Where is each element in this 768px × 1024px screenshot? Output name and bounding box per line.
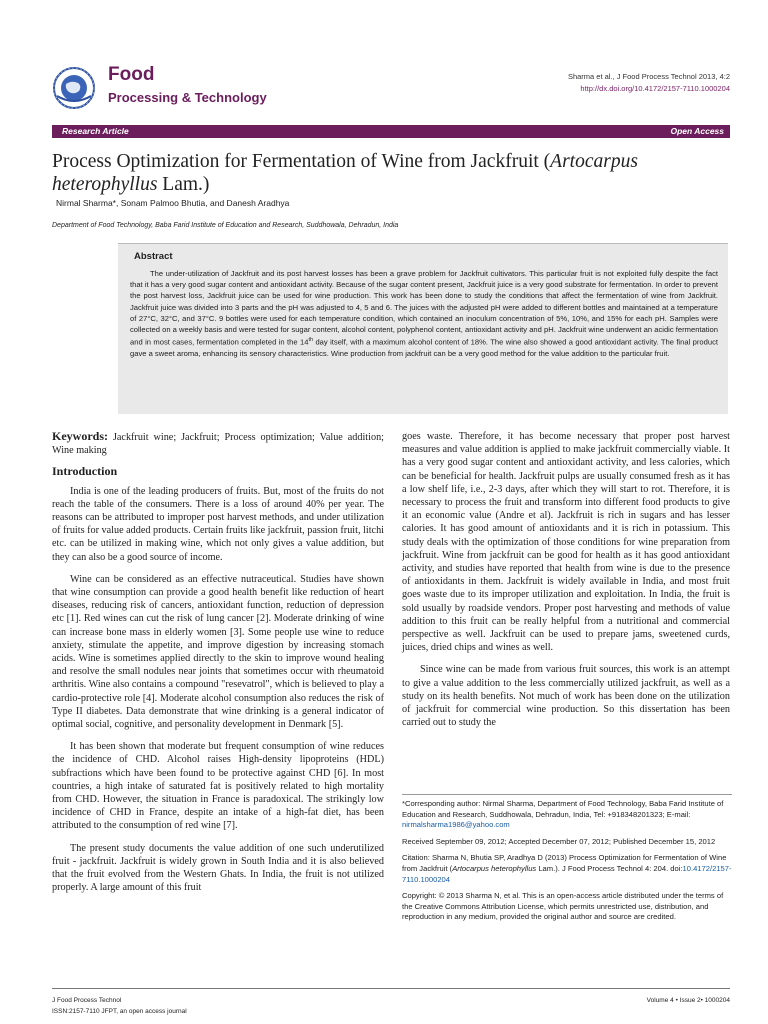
citation-note: Citation: Sharma N, Bhutia SP, Aradhya D (2013) Process Optimization for Fermentation of Wine from Jackfruit (Artocarpus heterophyllus Lam.). J Food Process Technol 4: 204. doi:10.4172/2157-7110.1000204 <box>402 853 732 884</box>
journal-name: Food <box>108 64 155 85</box>
keywords <box>52 430 384 457</box>
authors: Nirmal Sharma*, Sonam Palmoo Bhutia, and Danesh Aradhya <box>56 198 290 208</box>
article-type-bar <box>52 125 730 138</box>
corresponding-author: *Corresponding author: Nirmal Sharma, Department of Food Technology, Baba Farid Institute of Education and Research, Suddhowala, Dehradun, India, Tel: +918348201323; E-mail: nirmalsharma1986@yahoo.com <box>402 799 724 830</box>
abstract-text: The under-utilization of Jackfruit and its post harvest losses has been a grave problem for Jackfruit cultivators. This particular fruit is not exploited fully despite the fact that it has a very good sugar content and antioxidant activity. Because of the sugar content present, Jackfruit juice is a very good substrate for fermentation. In order to prevent the post harvest loss, Jackfruit juice can be used for wine production. This work has been done to study the conditions that affect the fermentation of wine from Jackfruit. Jackfruit juice was divided into 3 parts and the pH was adjusted to 4, 5 and 6. The juices with the adjusted pH were added to different bottles and maintained at a temperature of 27°C, 32°C, and 37°C. 9 bottles were used for each temperature condition, which contained an inoculum concentration of 5%, 10%, and 15% for each pH. Samples were collected on a weekly basis and were tested for sugar content, alcohol content, polyphenol content, antioxidant activity and pH. Jackfruit wine underwent an acidic fermentation and in most cases, fermentation completed in the 14th day itself, with a maximum alcohol content of 18%. The wine also showed a good antioxidant activity. The final product gave a sweet aroma, enhancing its sensory characteristics. Wine production from jackfruit can be a very good method for the value addition to the particular fruit. <box>130 269 718 358</box>
paragraph: Wine can be considered as an effective nutraceutical. Studies have shown that wine consumption can provide a good health benefit like reduction of heart diseases, reducing risk of cancers, antioxidant function, reduction of depression etc [1]. Red wines can cut the risk of lung cancer [2]. Moderate drinking of wine can increase bone mass in elderly women [3]. Some people use wine to reduce anxiety, stimulate the appetite, and improve digestion by increasing stomach acids. Wine is sometimes applied directly to the skin to improve wound healing and resolve the small nodules near joints that sometimes occur with rheumatoid arthritis. Wine also contains a compound "resevatrol", which is believed to play a cardio-protective role [4]. Moderate alcohol consumption also reduces the risk of Type II diabetes. Data demonstrate that wine drinking is a general indicator of optimal social, cognitive, and personality development in Denmark [5]. <box>52 573 384 731</box>
keywords-text: Jackfruit wine; Jackfruit; Process optimization; Value addition; Wine making <box>52 432 384 457</box>
right-column <box>402 430 730 738</box>
keywords-label: Keywords: <box>52 429 108 443</box>
citation-line: Sharma et al., J Food Process Technol 2013, 4:2 <box>567 72 730 81</box>
paragraph: The present study documents the value addition of one such underutilized fruit - jackfruit. Jackfruit is widely grown in South India and it is also believed that the fruit evolved from the Western Ghats. In India, the fruit is not utilized properly. A large amount of this fruit <box>52 842 384 894</box>
left-column <box>52 430 384 904</box>
footer-issn: ISSN:2157-7110 JFPT, an open access journal <box>52 1008 187 1015</box>
affiliation: Department of Food Technology, Baba Farid Institute of Education and Research, Suddhowala, Dehradun, India <box>52 222 399 229</box>
received-dates: Received September 09, 2012; Accepted December 07, 2012; Published December 15, 2012 <box>402 836 716 846</box>
citation-header <box>568 71 730 95</box>
abstract-superscript: th <box>308 337 314 344</box>
research-article-label: Research Article <box>62 126 129 136</box>
paragraph: goes waste. Therefore, it has become necessary that proper post harvest measures and value addition is applied to make jackfruit commercially viable. It has a very good sugar content and antioxidant activity, and less calories, which can be beneficial for health. Jackfruit pulps are usually consumed fresh as it has a low shelf life, i.e., 2-3 days, after which they will start to rot. Therefore, it is necessary to process the fruit and transform into different food products to give it an economic value (Andre et al). Jackfruit is rich in sugars and has lesser calories. It has good amount of antioxidants and it is rich in potassium. This study deals with the optimization of those conditions for wine preparation from jackfruit. Wine from jackfruit can be good for health as it has good antioxidant activity, and studies have reported that health from wine is due to the presence of antioxidants in them. Jackfruit is widely available in India, and most fruit goes waste due to its improper utilization and exploitation. In India, the fruit is sold usually by roadside vendors. Proper post harvesting and methods of value addition to this fruit can be really helpful from a nutritional and commercial perspective as well. Jackfruit can be used to prepare jams, sweetened curds, juices, dried chips and wines as well. <box>402 431 730 654</box>
journal-logo-globe-icon <box>52 66 96 110</box>
title-species: Artocarpus heterophyllus <box>52 151 638 195</box>
abstract-box <box>118 243 728 414</box>
title-part1: Process Optimization for Fermentation of Wine from Jackfruit ( <box>52 151 551 172</box>
copyright-note: Copyright: © 2013 Sharma N, et al. This is an open-access article distributed under the terms of the Creative Commons Attribution License, which permits unrestricted use, distribution, and reproduction in any medium, provided the original author and source are credited. <box>402 891 724 922</box>
abstract-heading: Abstract <box>134 251 173 262</box>
email-link[interactable]: nirmalsharma1986@yahoo.com <box>402 820 510 830</box>
doi-link[interactable]: http://dx.doi.org/10.4172/2157-7110.1000204 <box>580 84 730 93</box>
footer-volume: Volume 4 • Issue 2• 1000204 <box>646 997 730 1004</box>
page-footer <box>52 988 730 1017</box>
citation-doi-link[interactable]: 10.4172/2157-7110.1000204 <box>402 863 732 884</box>
paragraph: It has been shown that moderate but frequent consumption of wine reduces the incidence of CHD. Alcohol raises High-density lipoproteins (HDL) subfractions which have been found to be protective against CHD [6]. In most countries, a high intake of saturated fat is positively related to high mortality from CHD. However, the situation in France is paradoxical. The strikingly low incidence of CHD in France, despite an intake of a high-fat diet, has been attributed to the consumption of red wine [7]. <box>52 741 384 832</box>
introduction-heading: Introduction <box>52 464 118 479</box>
paragraph: India is one of the leading producers of fruits. But, most of the fruits do not reach the table of the consumers. There is a loss of around 40% per year. The reasons can be attributed to improper post harvest methods, and under utilization of fruits for value added products. Certain fruits like jackfruit, passion fruit, litchi etc. can be utilized in making wine, which not only gives a value addition, but they can also be a good source of income. <box>52 485 384 563</box>
paragraph: Since wine can be made from various fruit sources, this work is an attempt to give a value addition to the less commercially utilized jackfruit, as well as a study on its health benefits. Not much of work has been done on the utilization of jackfruit for commercial wine production. So this dissertation has been carried out to study the <box>402 664 730 729</box>
footer-journal: J Food Process Technol <box>52 997 122 1004</box>
open-access-label: Open Access <box>670 126 724 136</box>
article-title <box>52 150 732 196</box>
title-part2: Lam.) <box>157 174 210 195</box>
journal-subtitle: Processing & Technology <box>108 90 267 105</box>
article-notes <box>402 794 732 929</box>
